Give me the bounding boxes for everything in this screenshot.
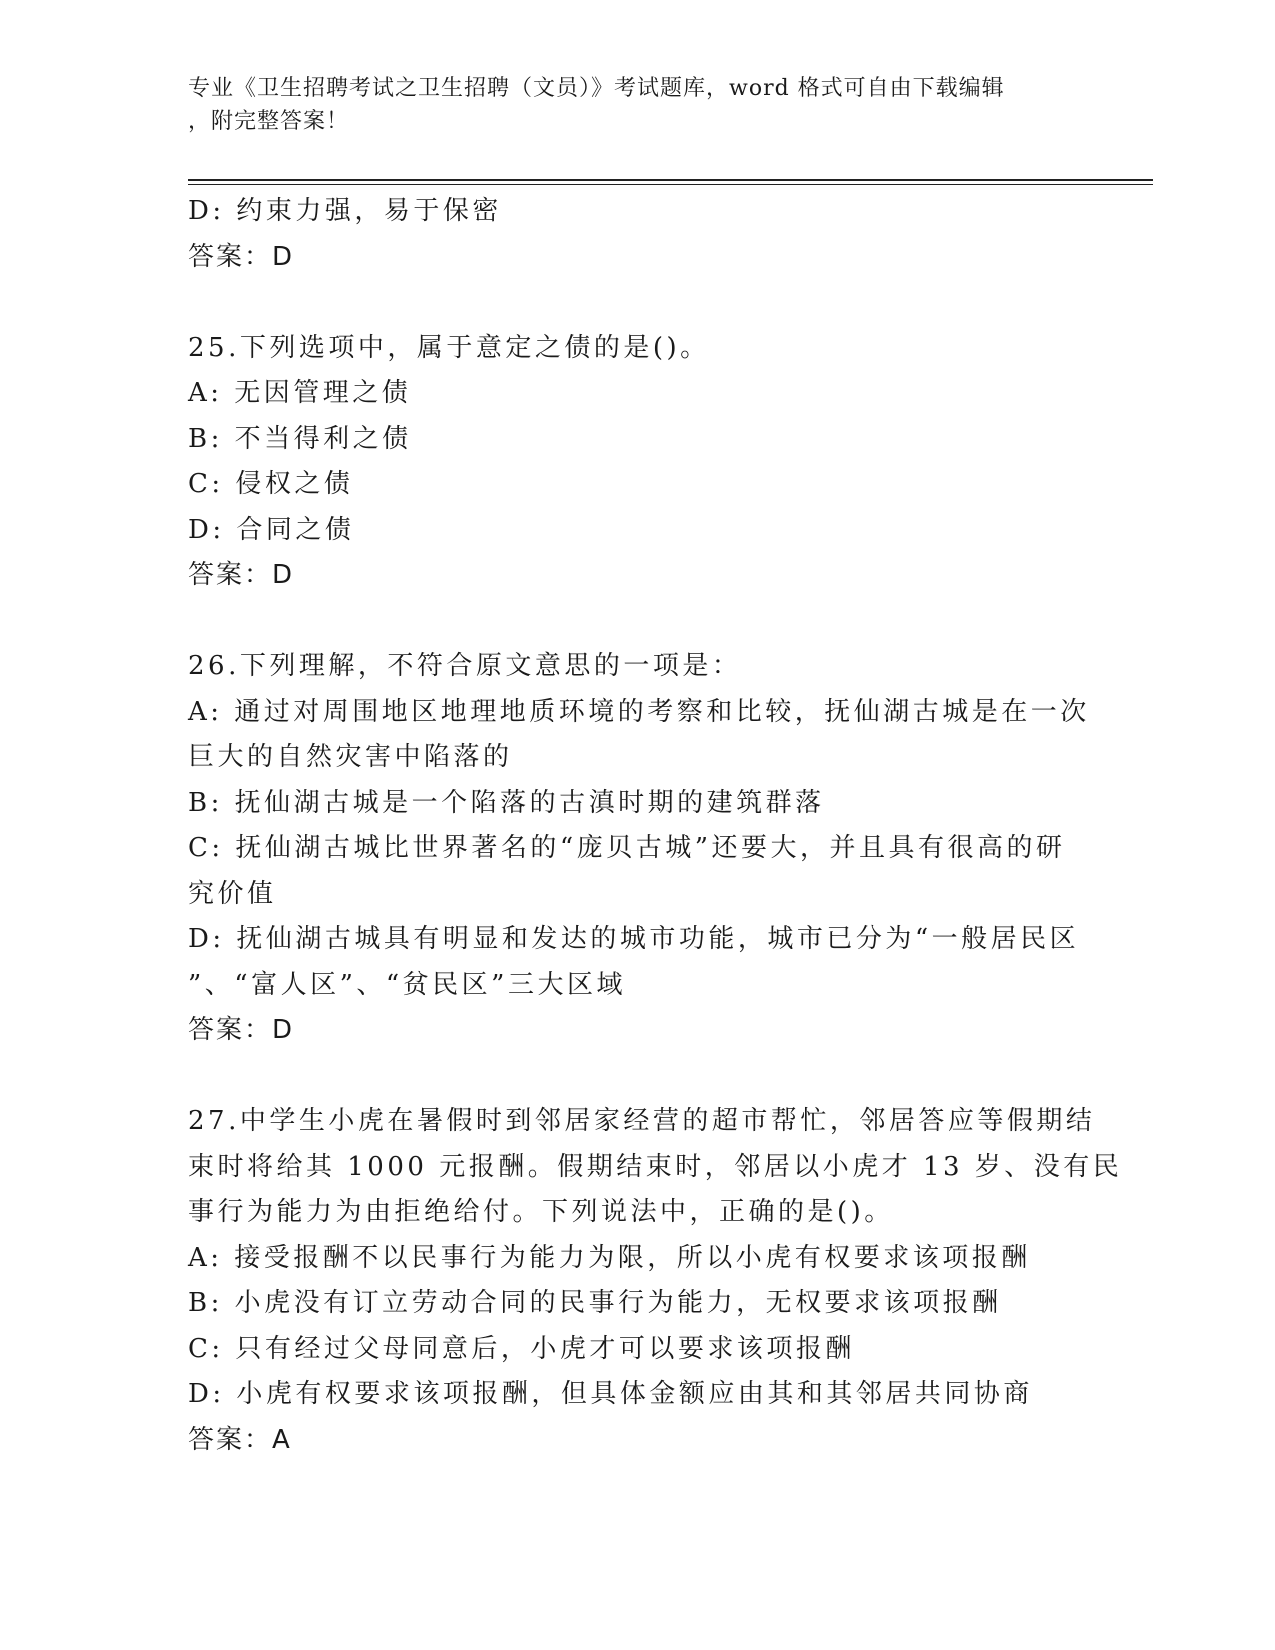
option-d-line-2: ”、“富人区”、“贫民区”三大区域 bbox=[188, 969, 626, 1000]
spacer bbox=[188, 280, 1088, 326]
question-stem-line-3: 事行为能力为由拒绝给付。下列说法中，正确的是()。 bbox=[188, 1197, 894, 1227]
option-a-line-2: 巨大的自然灾害中陷落的 bbox=[188, 742, 513, 772]
header-line-2: ，附完整答案！ bbox=[188, 109, 350, 134]
option-d: D: 小虎有权要求该项报酬，但具体金额应由其和其邻居共同协商 bbox=[188, 1379, 1033, 1409]
question-list bbox=[188, 189, 1123, 1463]
question-25 bbox=[188, 326, 1088, 599]
option-c-line-2: 究价值 bbox=[188, 878, 277, 909]
question-stem-line-1: 27.中学生小虎在暑假时到邻居家经营的超市帮忙，邻居答应等假期结 bbox=[188, 1106, 1096, 1136]
option-c: C: 只有经过父母同意后，小虎才可以要求该项报酬 bbox=[188, 1333, 855, 1364]
option-d: D: 合同之债 bbox=[188, 514, 355, 545]
option-b: B: 小虎没有订立劳动合同的民事行为能力，无权要求该项报酬 bbox=[188, 1288, 1002, 1318]
header-rule-thin bbox=[188, 184, 1153, 185]
option-c-line-1: C: 抚仙湖古城比世界著名的“庞贝古城”还要大，并且具有很高的研 bbox=[188, 833, 1066, 863]
document-header bbox=[188, 72, 1088, 138]
option-a-line-1: A: 通过对周围地区地理地质环境的考察和比较，抚仙湖古城是在一次 bbox=[188, 696, 1090, 727]
question-27 bbox=[188, 1099, 1123, 1463]
option-d-line-1: D: 抚仙湖古城具有明显和发达的城市功能，城市已分为“一般居民区 bbox=[188, 924, 1080, 954]
option-c: C: 侵权之债 bbox=[188, 469, 354, 499]
option-d: D: 约束力强，易于保密 bbox=[188, 196, 502, 226]
option-b: B: 抚仙湖古城是一个陷落的古滇时期的建筑群落 bbox=[188, 787, 825, 818]
question-stem: 25.下列选项中，属于意定之债的是()。 bbox=[188, 332, 710, 363]
question-stem: 26.下列理解，不符合原文意思的一项是： bbox=[188, 651, 742, 681]
spacer bbox=[188, 1054, 1088, 1100]
header-line-1: 专业《卫生招聘考试之卫生招聘（文员）》考试题库，word 格式可自由下载编辑 bbox=[188, 76, 1005, 101]
answer: 答案：D bbox=[188, 560, 295, 590]
option-b: B: 不当得利之债 bbox=[188, 423, 412, 454]
question-26 bbox=[188, 644, 1088, 1054]
answer: 答案：D bbox=[188, 241, 295, 272]
question-stem-line-2: 束时将给其 1000 元报酬。假期结束时，邻居以小虎才 13 岁、没有民 bbox=[188, 1151, 1123, 1182]
header-rule-thick bbox=[188, 179, 1153, 181]
question-24-tail bbox=[188, 189, 1088, 280]
spacer bbox=[188, 599, 1088, 645]
option-a: A: 接受报酬不以民事行为能力为限，所以小虎有权要求该项报酬 bbox=[188, 1242, 1031, 1273]
option-a: A: 无因管理之债 bbox=[188, 378, 412, 408]
answer: 答案：D bbox=[188, 1015, 295, 1045]
answer: 答案：A bbox=[188, 1424, 292, 1455]
